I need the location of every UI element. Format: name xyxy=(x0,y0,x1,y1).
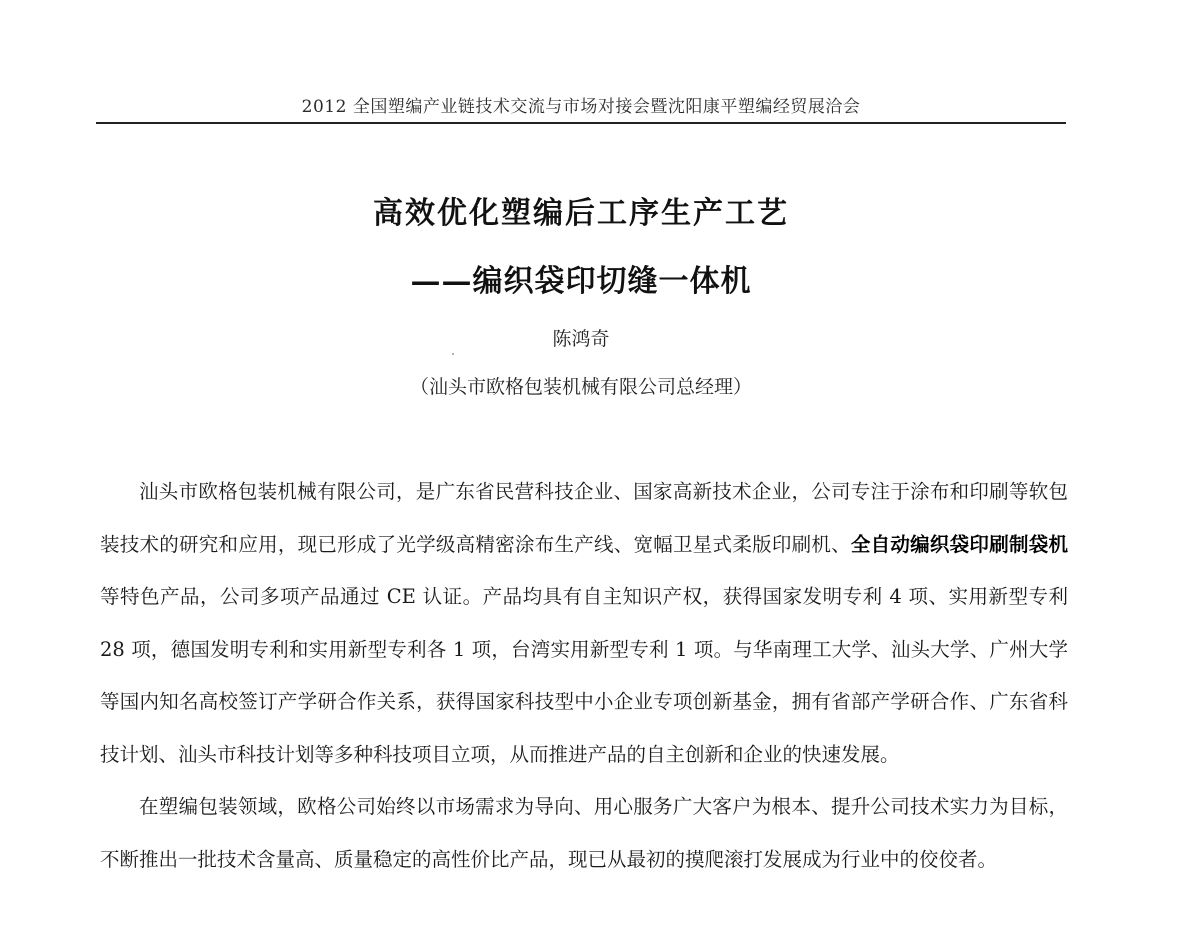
paragraph-1 xyxy=(100,466,1068,781)
paragraph-1-bold-product: 全自动编织袋印刷制袋机 xyxy=(850,532,1068,556)
author-affiliation: （汕头市欧格包装机械有限公司总经理） xyxy=(409,376,752,398)
paragraph-1-text-a: 汕头市欧格包装机械有限公司，是广东省民营科技企业、国家高新技术企业，公司专注于涂布和印刷等软包装技术的研究和应用，现已形成了光学级高精密涂布生产线、宽幅卫星式柔版印刷机、 xyxy=(100,480,1068,556)
paragraph-1-text-b: 等特色产品，公司多项产品通过 CE 认证。产品均具有自主知识产权，获得国家发明专利 4 项、实用新型专利 28 项，德国发明专利和实用新型专利各 1 项，台湾实用新型专利 1 项。与华南理工大学、汕头大学、广州大学等国内知名高校签订产学研合作关系，获得国家科技型中小企业专项创新基金，拥有省部产学研合作、广东省科技计划、汕头市科技计划等多种科技项目立项，从而推进产品的自主创新和企业的快速发展。 xyxy=(100,585,1068,766)
article-subtitle: ——编织袋印切缝一体机 xyxy=(410,264,752,299)
article-title: 高效优化塑编后工序生产工艺 xyxy=(373,196,789,231)
article-body xyxy=(100,466,1068,886)
header-divider xyxy=(96,122,1066,124)
paragraph-2: 在塑编包装领域，欧格公司始终以市场需求为导向、用心服务广大客户为根本、提升公司技术实力为目标，不断推出一批技术含量高、质量稳定的高性价比产品，现已从最初的摸爬滚打发展成为行业中的佼佼者。 xyxy=(100,795,1068,871)
scan-speck xyxy=(452,353,454,355)
running-header: 2012 全国塑编产业链技术交流与市场对接会暨沈阳康平塑编经贸展洽会 xyxy=(301,97,861,117)
author-name: 陈鸿奇 xyxy=(552,328,610,350)
